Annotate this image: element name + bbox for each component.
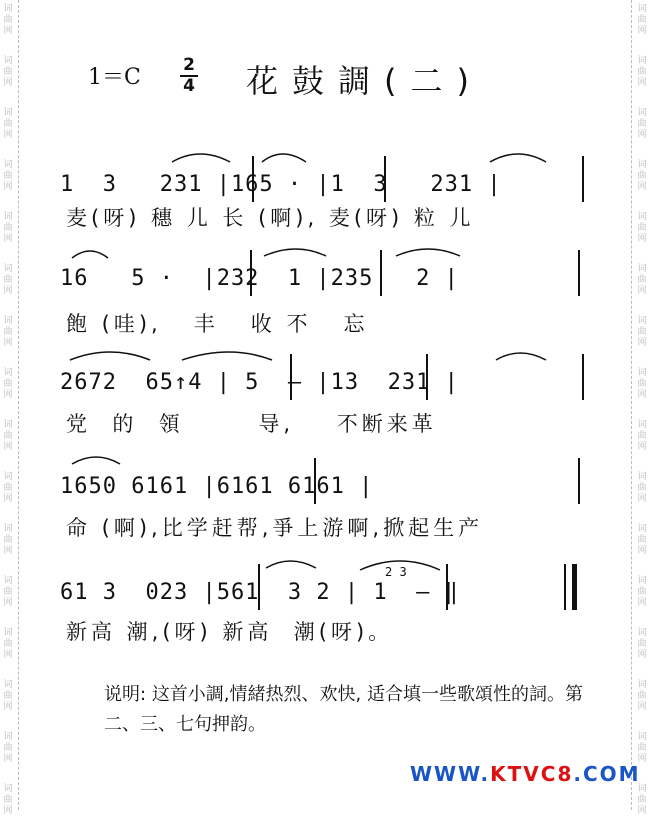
watermark-left: 词 曲 网	[3, 524, 13, 556]
watermark-right: 词 曲 网	[637, 56, 647, 88]
bar-line	[582, 354, 584, 400]
watermark-left: 词 曲 网	[3, 576, 13, 608]
lyrics-row-2: 飽 (哇), 丰 收 不 忘	[66, 312, 369, 336]
bar-line	[250, 250, 252, 296]
watermark-right: 词 曲 网	[637, 784, 647, 816]
lyrics-row-1: 麦(呀) 穗 儿 长 (啊), 麦(呀) 粒 儿	[66, 206, 475, 230]
watermark-right: 词 曲 网	[637, 628, 647, 660]
grace-note: 2 3	[385, 565, 407, 579]
watermark-right: 词 曲 网	[637, 316, 647, 348]
watermark-left: 词 曲 网	[3, 628, 13, 660]
watermark-right: 词 曲 网	[637, 160, 647, 192]
watermark-left: 词 曲 网	[3, 472, 13, 504]
description-text: 这首小調,情緒热烈、欢快, 适合填一些歌頌性的詞。第二、三、七句押韵。	[104, 684, 583, 735]
notation-row-4: 1650 6161 |6161 6161 |	[60, 474, 374, 499]
notation-row-1: 1 3 231 |165 · |1 3 231 |	[60, 172, 502, 197]
watermark-right: 词 曲 网	[637, 368, 647, 400]
watermark-right: 词 曲 网	[637, 732, 647, 764]
watermark-right: 词 曲 网	[637, 108, 647, 140]
watermark-right: 词 曲 网	[637, 524, 647, 556]
watermark-left: 词 曲 网	[3, 160, 13, 192]
watermark-right: 词 曲 网	[637, 420, 647, 452]
notation-row-3: 2672 65↑4 | 5 — |13 231 |	[60, 370, 459, 395]
watermark-right: 词 曲 网	[637, 472, 647, 504]
slur	[172, 154, 230, 162]
watermark-left: 词 曲 网	[3, 680, 13, 712]
slur	[266, 561, 316, 568]
watermark-right: 词 曲 网	[637, 264, 647, 296]
bar-line	[578, 458, 580, 504]
slur	[72, 457, 120, 464]
watermark-right: 词 曲 网	[637, 680, 647, 712]
lyrics-row-4: 命 (啊),比学赶帮,爭上游啊,掀起生产	[66, 516, 484, 540]
slur	[262, 154, 306, 162]
final-bar-thick	[572, 564, 577, 610]
time-signature-top: 2	[183, 55, 195, 75]
slur	[396, 249, 460, 256]
watermark-left: 词 曲 网	[3, 264, 13, 296]
slur	[496, 353, 546, 360]
final-bar-thin	[564, 564, 566, 610]
watermark-right: 词 曲 网	[637, 576, 647, 608]
watermark-left: 词 曲 网	[3, 732, 13, 764]
bar-line	[380, 250, 382, 296]
watermark-left: 词 曲 网	[3, 56, 13, 88]
watermark-left: 词 曲 网	[3, 784, 13, 816]
slur	[360, 561, 440, 570]
song-title: 花鼓調(二)	[246, 62, 483, 100]
slur	[264, 249, 326, 256]
slur	[490, 154, 546, 162]
bar-line	[252, 156, 254, 202]
bar-line	[384, 156, 386, 202]
watermark-left: 词 曲 网	[3, 108, 13, 140]
watermark-left: 词 曲 网	[3, 316, 13, 348]
slur	[72, 251, 108, 258]
description	[104, 680, 594, 740]
bar-line	[578, 250, 580, 296]
bar-line	[582, 156, 584, 202]
bar-line	[290, 354, 292, 400]
time-signature-bottom: 4	[183, 76, 195, 96]
bar-line	[314, 458, 316, 504]
watermark-left: 词 曲 网	[3, 420, 13, 452]
watermark-left: 词 曲 网	[3, 212, 13, 244]
lyrics-row-3: 党 的 領 导, 不断来革	[66, 412, 437, 436]
notation-row-2: 16 5 · |232 1 |235 2 |	[60, 266, 459, 291]
bar-line	[426, 354, 428, 400]
notation-row-5: 61 3 023 |561 3 2 | 1 — ‖	[60, 580, 459, 605]
bar-line	[258, 564, 260, 610]
watermark-left: 词 曲 网	[3, 368, 13, 400]
site-watermark	[410, 762, 641, 786]
site-prefix: WWW.	[410, 762, 491, 786]
slur	[70, 352, 150, 360]
key-signature: 1＝C	[88, 65, 141, 90]
site-domain: KTVC8	[490, 762, 574, 786]
bar-line	[446, 564, 448, 610]
watermark-left: 词 曲 网	[3, 4, 13, 36]
watermark-right: 词 曲 网	[637, 212, 647, 244]
watermark-right: 词 曲 网	[637, 4, 647, 36]
description-label: 说明:	[104, 684, 147, 705]
site-suffix: .COM	[573, 762, 641, 786]
slur	[182, 352, 272, 360]
lyrics-row-5: 新高 潮,(呀) 新高 潮(呀)。	[66, 620, 394, 644]
